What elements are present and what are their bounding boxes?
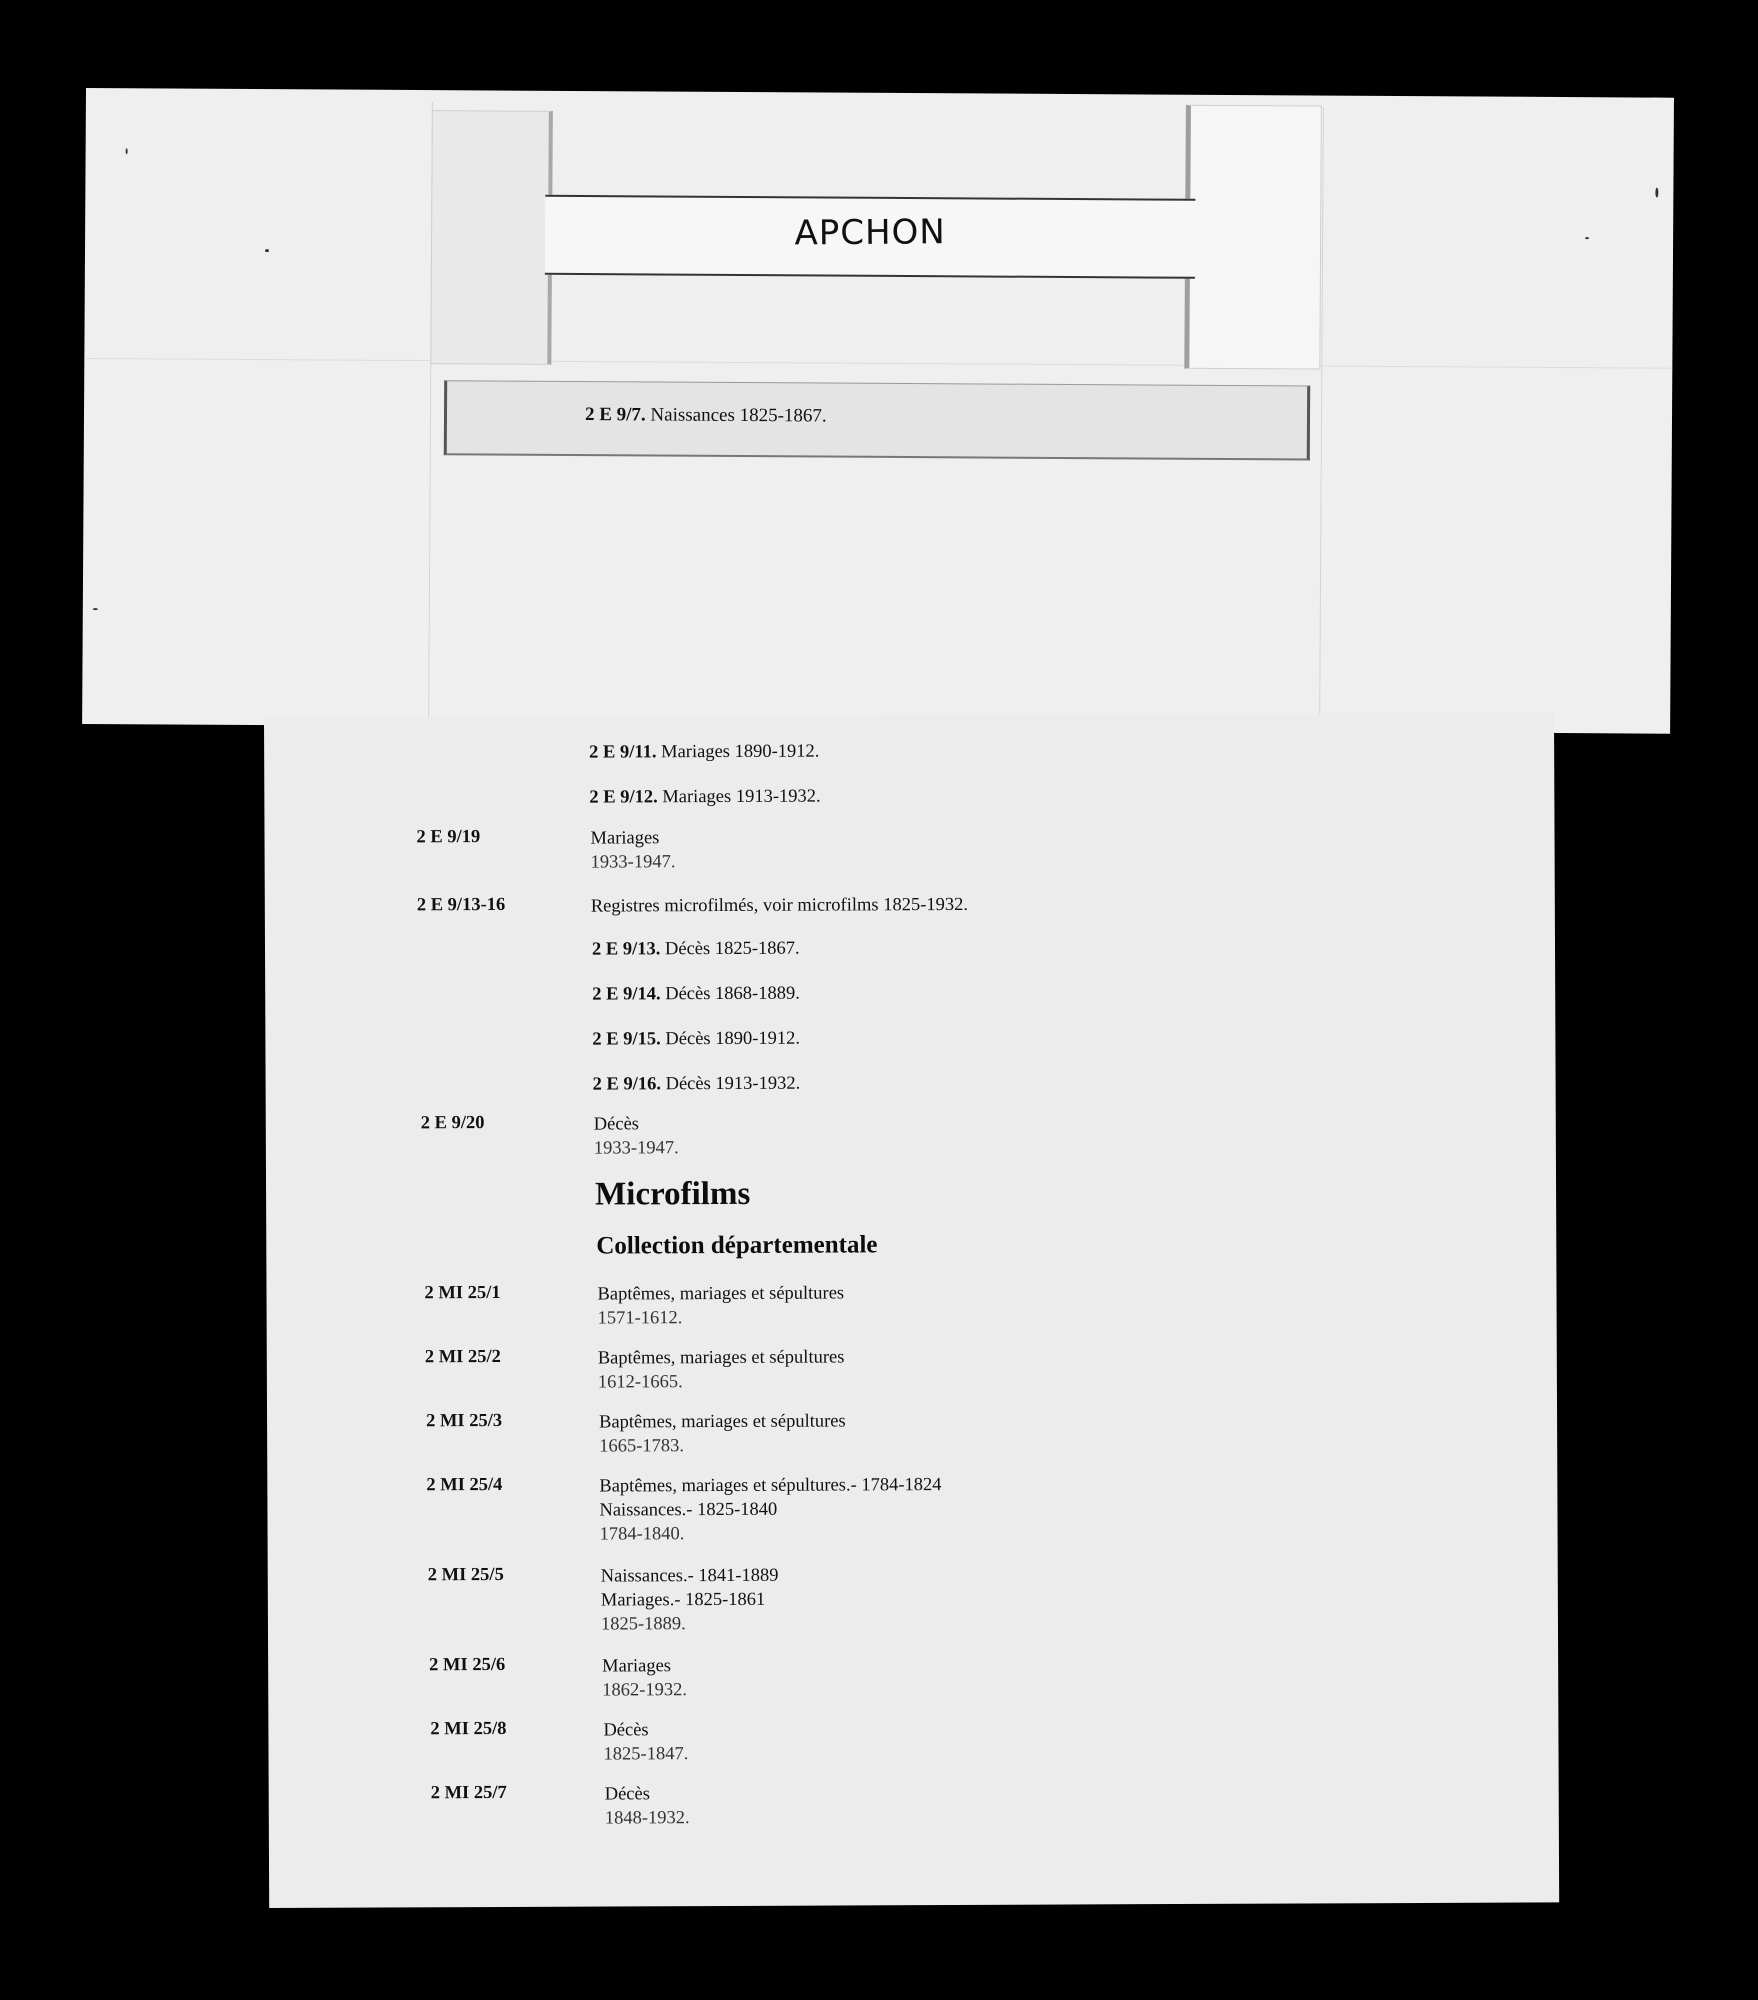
envelope-left-tab — [430, 110, 553, 365]
entry-mariages — [590, 826, 675, 874]
dust-speck — [126, 148, 128, 154]
envelope-window — [444, 380, 1310, 460]
microfilm-code: 2 MI 25/2 — [424, 1346, 501, 1368]
subentry-code: 2 E 9/12. — [589, 787, 658, 808]
entry-dates: 1933-1947. — [590, 852, 676, 873]
microfilm-code: 2 MI 25/5 — [427, 1564, 504, 1586]
microfilm-line: Décès — [603, 1720, 649, 1741]
microfilm-line: Baptêmes, mariages et sépultures — [597, 1283, 845, 1305]
subentry-deces-16 — [593, 1072, 801, 1097]
microfilm-dates: 1825-1847. — [603, 1744, 689, 1765]
subentry-code: 2 E 9/13. — [591, 939, 661, 960]
subentry-code: 2 E 9/16. — [592, 1074, 662, 1095]
microfilm-dates: 1612-1665. — [597, 1372, 683, 1393]
inventory-sheet — [264, 712, 1559, 1908]
microfilm-entry — [601, 1564, 779, 1637]
microfilm-dates: 1571-1612. — [597, 1308, 683, 1329]
subentry-code: 2 E 9/15. — [592, 1029, 661, 1050]
entry-title: Registres microfilmés, voir microfilms 1825-1932. — [590, 894, 969, 917]
archive-envelope — [82, 88, 1674, 734]
microfilm-line: Naissances.- 1841-1889 — [600, 1565, 779, 1587]
microfilm-dates: 1665-1783. — [599, 1436, 685, 1457]
window-entry-text: Naissances 1825-1867. — [650, 404, 827, 427]
microfilm-line: Naissances.- 1825-1840 — [599, 1499, 778, 1521]
subentry-mariages-11 — [589, 740, 819, 765]
subentry-code: 2 E 9/14. — [592, 984, 661, 1005]
microfilm-code: 2 MI 25/8 — [430, 1718, 507, 1740]
entry-registres — [591, 893, 968, 919]
heading-microfilms: Microfilms — [595, 1175, 751, 1213]
envelope-right-tab — [1184, 105, 1322, 370]
microfilm-line: Baptêmes, mariages et sépultures.- 1784-1824 — [599, 1475, 942, 1497]
microfilm-code: 2 MI 25/3 — [426, 1410, 503, 1432]
microfilm-dates: 1784-1840. — [599, 1524, 685, 1545]
microfilm-entry — [603, 1718, 688, 1766]
entry-code: 2 E 9/13-16 — [416, 894, 506, 916]
dust-speck — [1655, 188, 1658, 198]
dust-speck — [265, 249, 269, 252]
subentry-text: Mariages 1890-1912. — [661, 741, 820, 763]
entry-dates: 1933-1947. — [593, 1138, 679, 1159]
entry-code: 2 E 9/20 — [420, 1113, 485, 1134]
microfilm-line: Décès — [604, 1784, 650, 1805]
subentry-deces-14 — [592, 982, 800, 1007]
microfilm-dates: 1848-1932. — [604, 1808, 690, 1829]
microfilm-dates: 1862-1932. — [602, 1680, 688, 1701]
subentry-deces-13 — [592, 937, 800, 962]
microfilm-line: Mariages — [602, 1656, 672, 1677]
microfilm-code: 2 MI 25/1 — [424, 1282, 501, 1304]
microfilm-code: 2 MI 25/7 — [430, 1782, 507, 1804]
envelope-label-strip — [545, 195, 1195, 279]
window-entry — [585, 404, 827, 427]
subentry-mariages-12 — [589, 785, 820, 810]
microfilm-line: Baptêmes, mariages et sépultures — [597, 1347, 845, 1369]
heading-collection: Collection départementale — [596, 1231, 878, 1260]
microfilm-line: Mariages.- 1825-1861 — [600, 1589, 766, 1611]
subentry-text: Décès 1825-1867. — [664, 938, 800, 960]
dust-speck — [93, 608, 98, 610]
entry-title: Décès — [593, 1114, 640, 1135]
subentry-deces-15 — [592, 1027, 800, 1052]
subentry-text: Décès 1868-1889. — [665, 983, 800, 1005]
microfilm-entry — [597, 1281, 844, 1330]
entry-code: 2 E 9/19 — [416, 827, 481, 848]
commune-name-label: APCHON — [794, 212, 946, 254]
window-entry-code: 2 E 9/7. — [584, 404, 646, 426]
entry-deces — [594, 1112, 679, 1160]
microfilm-entry — [598, 1345, 845, 1394]
microfilm-dates: 1825-1889. — [600, 1614, 686, 1635]
microfilm-entry — [599, 1473, 941, 1546]
microfilm-entry — [602, 1654, 687, 1702]
subentry-text: Mariages 1913-1932. — [662, 786, 821, 808]
microfilm-code: 2 MI 25/4 — [426, 1474, 503, 1496]
microfilm-entry — [605, 1782, 690, 1830]
dust-speck — [1585, 237, 1589, 239]
subentry-text: Décès 1890-1912. — [665, 1028, 801, 1050]
microfilm-line: Baptêmes, mariages et sépultures — [599, 1411, 846, 1433]
microfilm-entry — [599, 1409, 846, 1458]
subentry-text: Décès 1913-1932. — [665, 1073, 801, 1095]
microfilm-code: 2 MI 25/6 — [429, 1654, 506, 1676]
subentry-code: 2 E 9/11. — [589, 742, 657, 763]
entry-title: Mariages — [590, 828, 660, 849]
